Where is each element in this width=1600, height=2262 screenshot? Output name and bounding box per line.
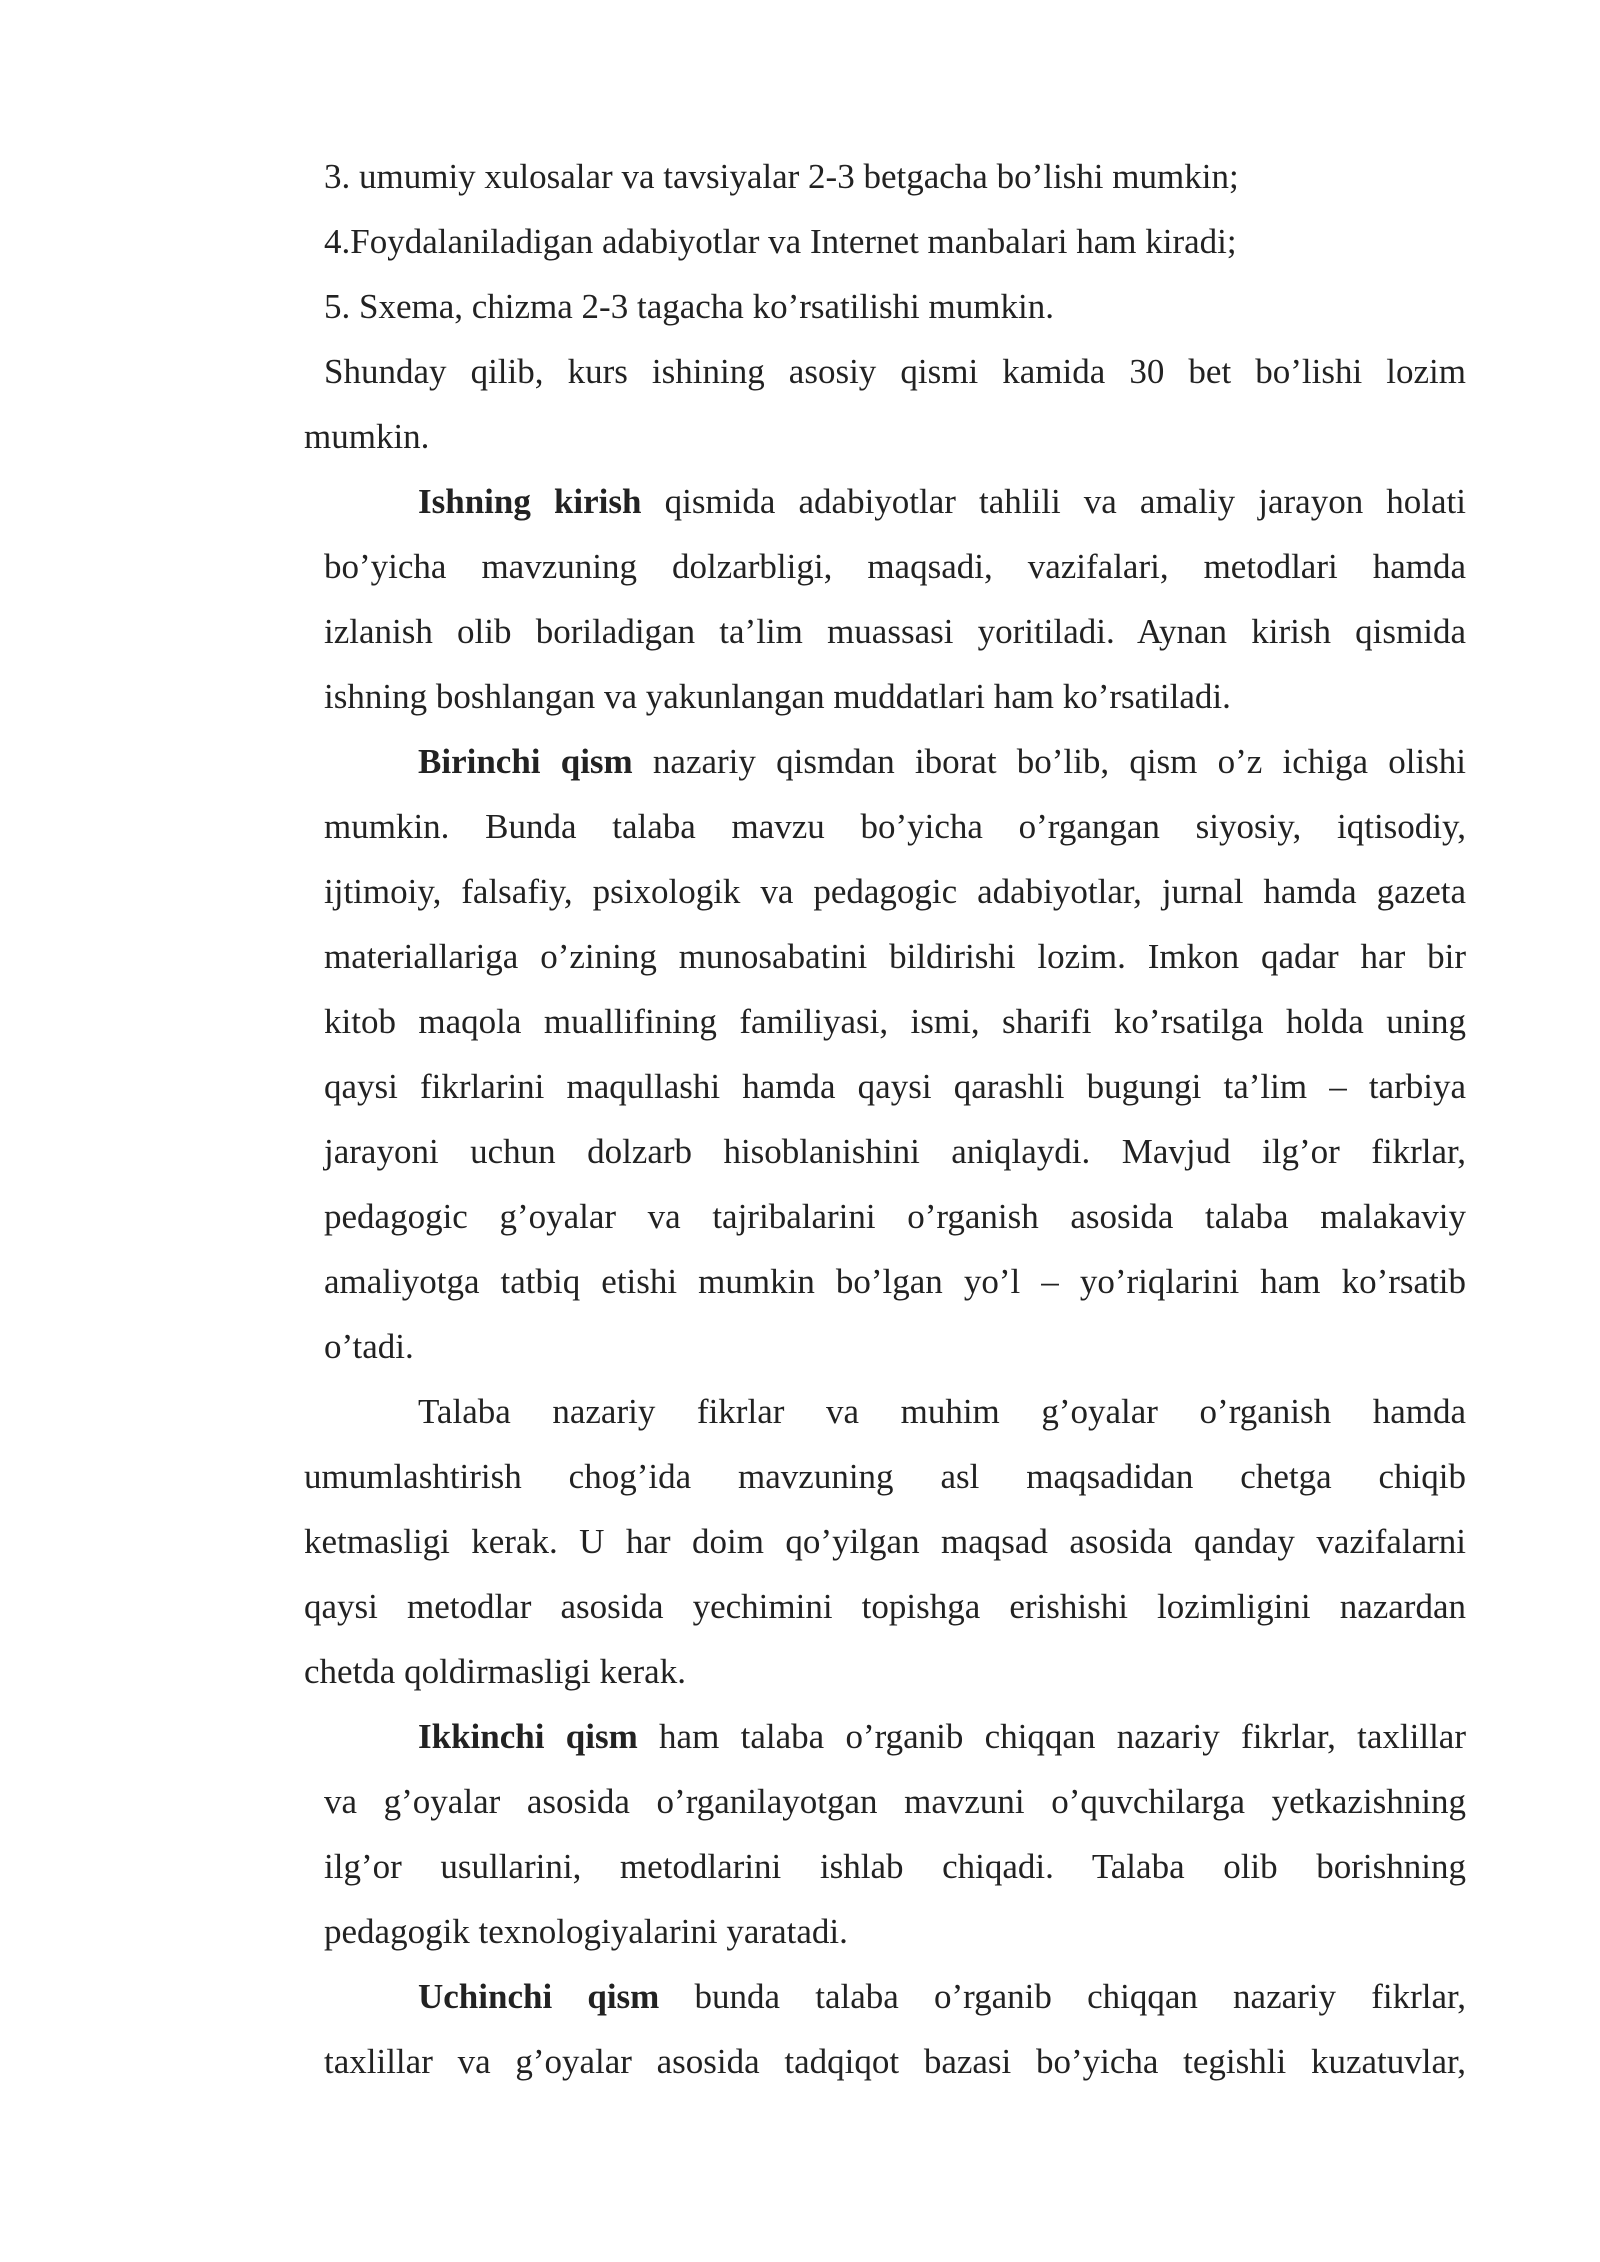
part3-line-1-rest: bunda talaba o’rganib chiqqan nazariy fikrlar, [659,1977,1466,2016]
intro-line-1 [418,482,1466,522]
part1-line: pedagogic g’oyalar va tajribalarini o’rganish asosida talaba malakaviy [324,1197,1466,1236]
intro-line-1-rest: qismida adabiyotlar tahlili va amaliy jarayon holati [641,482,1466,521]
part2-line-1 [418,1717,1466,1757]
theory-line: ketmasligi kerak. U har doim qo’yilgan maqsad asosida qanday vazifalarni [304,1522,1466,1561]
list-item: 4.Foydalaniladigan adabiyotlar va Internet manbalari ham kiradi; [324,222,1237,261]
part1-line: kitob maqola muallifining familiyasi, ismi, sharifi ko’rsatilga holda uning [324,1002,1466,1041]
part2-line: ilg’or usullarini, metodlarini ishlab chiqadi. Talaba olib borishning [324,1847,1466,1886]
summary-line: mumkin. [304,417,430,456]
intro-lead: Ishning kirish [418,482,642,521]
theory-line: umumlashtirish chog’ida mavzuning asl maqsadidan chetga chiqib [304,1457,1466,1496]
list-item: 3. umumiy xulosalar va tavsiyalar 2-3 betgacha bo’lishi mumkin; [324,157,1239,196]
part1-lead: Birinchi qism [418,742,633,781]
part1-line: mumkin. Bunda talaba mavzu bo’yicha o’rgangan siyosiy, iqtisodiy, [324,807,1466,846]
part3-lead: Uchinchi qism [418,1977,660,2016]
theory-line: Talaba nazariy fikrlar va muhim g’oyalar o’rganish hamda [418,1392,1466,1431]
intro-line: izlanish olib boriladigan ta’lim muassasi yoritiladi. Aynan kirish qismida [324,612,1466,651]
part1-line: o’tadi. [324,1327,414,1366]
part2-lead: Ikkinchi qism [418,1717,638,1756]
part1-line-1 [418,742,1466,782]
intro-line: bo’yicha mavzuning dolzarbligi, maqsadi, vazifalari, metodlari hamda [324,547,1466,586]
part1-line: qaysi fikrlarini maqullashi hamda qaysi qarashli bugungi ta’lim – tarbiya [324,1067,1466,1106]
part3-line-1 [418,1977,1466,2017]
part2-line: pedagogik texnologiyalarini yaratadi. [324,1912,848,1951]
part1-line: materiallariga o’zining munosabatini bildirishi lozim. Imkon qadar har bir [324,937,1466,976]
part2-line: va g’oyalar asosida o’rganilayotgan mavzuni o’quvchilarga yetkazishning [324,1782,1466,1821]
theory-line: qaysi metodlar asosida yechimini topishga erishishi lozimligini nazardan [304,1587,1466,1626]
part1-line-1-rest: nazariy qismdan iborat bo’lib, qism o’z ichiga olishi [632,742,1467,781]
summary-line: Shunday qilib, kurs ishining asosiy qismi kamida 30 bet bo’lishi lozim [324,352,1466,391]
intro-line: ishning boshlangan va yakunlangan muddatlari ham ko’rsatiladi. [324,677,1231,716]
theory-line: chetda qoldirmasligi kerak. [304,1652,686,1691]
part2-line-1-rest: ham talaba o’rganib chiqqan nazariy fikrlar, taxlillar [637,1717,1466,1756]
part3-line: taxlillar va g’oyalar asosida tadqiqot bazasi bo’yicha tegishli kuzatuvlar, [324,2042,1466,2081]
list-item: 5. Sxema, chizma 2-3 tagacha ko’rsatilishi mumkin. [324,287,1054,326]
part1-line: jarayoni uchun dolzarb hisoblanishini aniqlaydi. Mavjud ilg’or fikrlar, [324,1132,1466,1171]
part1-line: ijtimoiy, falsafiy, psixologik va pedagogic adabiyotlar, jurnal hamda gazeta [324,872,1466,911]
part1-line: amaliyotga tatbiq etishi mumkin bo’lgan yo’l – yo’riqlarini ham ko’rsatib [324,1262,1466,1301]
